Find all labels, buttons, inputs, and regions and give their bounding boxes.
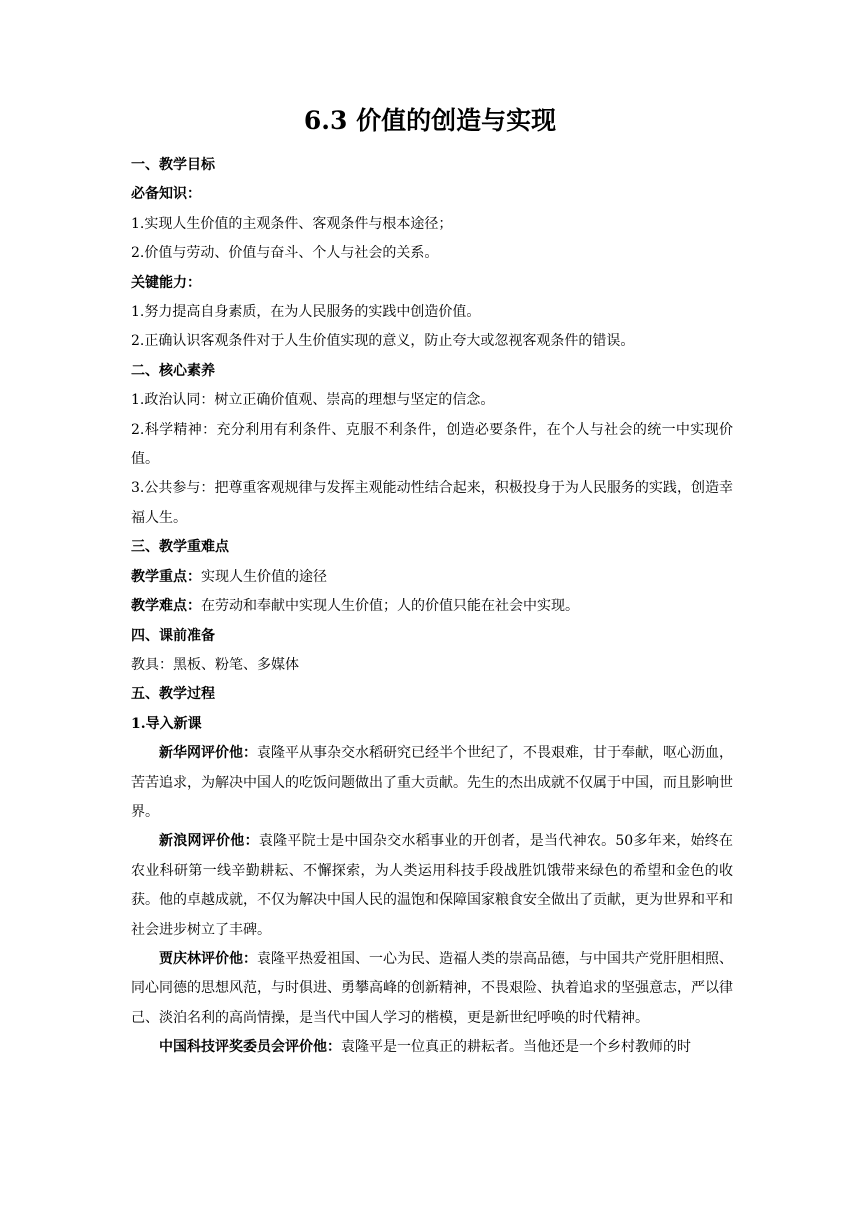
ability-item-2: 2.正确认识客观条件对于人生价值实现的意义，防止夸大或忽视客观条件的错误。 <box>131 333 635 350</box>
difficulty-text: 在劳动和奉献中实现人生价值；人的价值只能在社会中实现。 <box>201 598 579 615</box>
section-heading-process: 五、教学过程 <box>131 686 215 703</box>
focus-line <box>131 563 733 592</box>
paragraph-jia <box>131 945 733 1033</box>
knowledge-item-2: 2.价值与劳动、价值与奋斗、个人与社会的关系。 <box>131 245 439 262</box>
sina-text: 袁隆平院士是中国杂交水稻事业的开创者，是当代神农。50多年来，始终在农业科研第一线辛勤耕耘、不懈探索，为人类运用科技手段战胜饥饿带来绿色的希望和金色的收获。他的卓越成就，不仅为解决中国人民的温饱和保障国家粮食安全做出了贡献，更为世界和平和社会进步树立了丰碑。 <box>131 833 733 938</box>
difficulty-label: 教学难点： <box>131 598 201 615</box>
knowledge-label: 必备知识： <box>131 186 201 203</box>
document-body <box>131 151 733 1063</box>
focus-label: 教学重点： <box>131 568 201 585</box>
committee-text: 袁隆平是一位真正的耕耘者。当他还是一个乡村教师的时 <box>341 1039 691 1056</box>
difficulty-line <box>131 592 733 621</box>
paragraph-sina <box>131 827 733 945</box>
jia-label: 贾庆林评价他： <box>159 950 257 967</box>
paragraph-committee <box>131 1033 733 1062</box>
teaching-tools: 教具：黑板、粉笔、多媒体 <box>131 656 299 673</box>
section-heading-literacy: 二、核心素养 <box>131 362 215 379</box>
xinhua-text: 袁隆平从事杂交水稻研究已经半个世纪了，不畏艰难，甘于奉献，呕心沥血，苦苦追求，为解决中国人的吃饭问题做出了重大贡献。先生的杰出成就不仅属于中国，而且影响世界。 <box>131 745 733 820</box>
section-heading-key-points: 三、教学重难点 <box>131 539 229 556</box>
jia-text: 袁隆平热爱祖国、一心为民、造福人类的崇高品德，与中国共产党肝胆相照、同心同德的思想风范，与时俱进、勇攀高峰的创新精神，不畏艰险、执着追求的坚强意志，严以律己、淡泊名利的高尚情操，是当代中国人学习的楷模，更是新世纪呼唤的时代精神。 <box>131 950 733 1026</box>
committee-label: 中国科技评奖委员会评价他： <box>159 1039 341 1056</box>
ability-label: 关键能力： <box>131 274 201 291</box>
paragraph-xinhua <box>131 739 733 827</box>
xinhua-label: 新华网评价他： <box>159 745 257 762</box>
document-title: 6.3 价值的创造与实现 <box>303 106 557 135</box>
literacy-item-3: 3.公共参与：把尊重客观规律与发挥主观能动性结合起来，积极投身于为人民服务的实践，创造幸福人生。 <box>131 480 733 526</box>
knowledge-item-1: 1.实现人生价值的主观条件、客观条件与根本途径； <box>131 215 453 232</box>
section-heading-objectives: 一、教学目标 <box>131 157 215 173</box>
section-heading-preparation: 四、课前准备 <box>131 627 215 644</box>
literacy-item-1: 1.政治认同：树立正确价值观、崇高的理想与坚定的信念。 <box>131 392 495 409</box>
literacy-item-2: 2.科学精神：充分利用有利条件、克服不利条件，创造必要条件，在个人与社会的统一中实现价值。 <box>131 421 733 468</box>
sina-label: 新浪网评价他： <box>159 833 259 850</box>
subsection-intro: 1.导入新课 <box>131 715 202 732</box>
focus-text: 实现人生价值的途径 <box>201 568 327 585</box>
ability-item-1: 1.努力提高自身素质，在为人民服务的实践中创造价值。 <box>131 304 481 321</box>
